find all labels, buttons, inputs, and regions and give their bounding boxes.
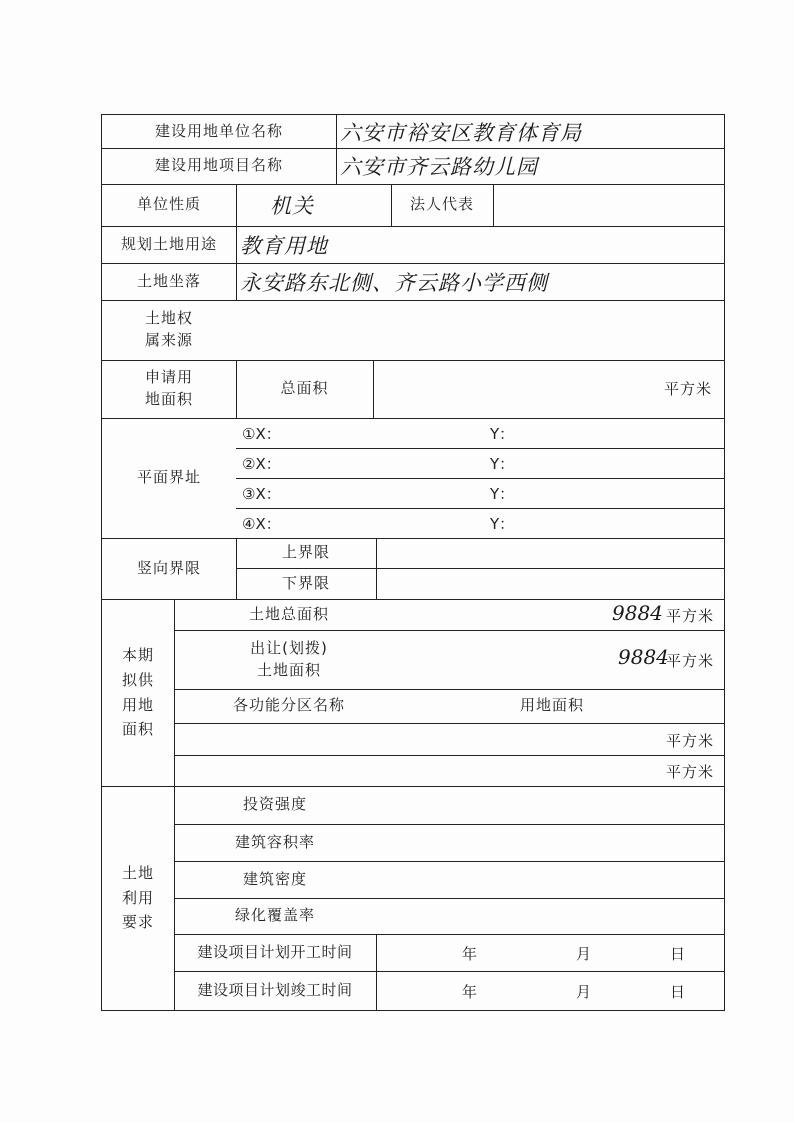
ownership-label-line2: 属来源	[144, 331, 193, 349]
req-label-2: 利用	[121, 888, 154, 907]
unit-nature-value: 机关	[270, 194, 314, 218]
land-total-area-label: 土地总面积	[248, 604, 329, 623]
zone-area-header: 用地面积	[519, 696, 584, 715]
start-month: 月	[576, 945, 593, 963]
end-year: 年	[462, 983, 479, 1001]
legal-rep-value	[498, 184, 718, 226]
legal-rep-label: 法人代表	[409, 195, 474, 214]
zone-1-unit: 平方米	[666, 732, 715, 750]
apply-area-label-line1: 申请用	[144, 368, 193, 387]
boundary-x1: ①X：	[242, 424, 281, 443]
vertical-limit-label: 竖向界限	[136, 558, 201, 577]
end-day: 日	[670, 983, 687, 1001]
zone-name-header: 各功能分区名称	[232, 696, 345, 715]
apply-area-label-line2: 地面积	[144, 390, 193, 408]
location-label: 土地坐落	[136, 271, 201, 290]
boundary-y1: Y：	[490, 424, 515, 443]
green-coverage-label: 绿化覆盖率	[234, 906, 315, 925]
floor-area-ratio-label: 建筑容积率	[234, 832, 315, 851]
supply-area-label	[102, 599, 174, 786]
transfer-area-label	[174, 630, 404, 689]
unit-name-label: 建设用地单位名称	[154, 121, 283, 140]
boundary-y2: Y：	[490, 454, 515, 473]
land-use-label: 规划土地用途	[120, 234, 217, 253]
supply-label-4: 面积	[121, 720, 154, 739]
zone-2-unit: 平方米	[666, 763, 715, 781]
apply-area-label	[102, 360, 236, 418]
start-day: 日	[670, 945, 687, 963]
supply-label-3: 用地	[121, 695, 154, 714]
location-value: 永安路东北侧、齐云路小学西侧	[240, 270, 548, 295]
land-total-area-unit: 平方米	[666, 607, 715, 625]
total-area-label: 总面积	[280, 379, 329, 398]
planned-start-label: 建设项目计划开工时间	[197, 942, 353, 961]
boundary-y4: Y：	[490, 514, 515, 533]
land-total-area-value: 9884	[612, 601, 663, 625]
building-density-label: 建筑密度	[242, 869, 307, 888]
boundary-y3: Y：	[490, 484, 515, 503]
lower-limit-label: 下界限	[281, 573, 330, 592]
end-month: 月	[576, 983, 593, 1001]
boundary-x4: ④X：	[242, 514, 281, 533]
investment-intensity-label: 投资强度	[242, 795, 307, 814]
unit-nature-label: 单位性质	[136, 195, 201, 214]
upper-limit-label: 上界限	[281, 543, 330, 562]
apply-area-unit: 平方米	[664, 380, 713, 398]
transfer-area-unit: 平方米	[666, 652, 715, 670]
req-label-3: 要求	[121, 913, 154, 932]
ownership-label-line1: 土地权	[144, 309, 193, 328]
req-label-1: 土地	[121, 863, 154, 882]
supply-label-2: 拟供	[121, 670, 154, 689]
planned-completion-label: 建设项目计划竣工时间	[197, 980, 353, 999]
project-name-label: 建设用地项目名称	[154, 156, 283, 175]
boundary-label: 平面界址	[136, 468, 201, 487]
land-use-value: 教育用地	[240, 233, 328, 258]
project-name-value: 六安市齐云路幼儿园	[340, 155, 538, 179]
transfer-label-2: 土地面积	[256, 660, 321, 679]
land-use-form-table	[101, 114, 725, 1011]
unit-name-value: 六安市裕安区教育体育局	[340, 120, 582, 145]
transfer-area-value: 9884	[618, 645, 669, 669]
start-year: 年	[462, 945, 479, 963]
boundary-x3: ③X：	[242, 484, 281, 503]
supply-label-1: 本期	[121, 646, 154, 664]
ownership-label	[102, 300, 236, 360]
requirements-label	[102, 786, 174, 1010]
boundary-x2: ②X：	[242, 454, 281, 473]
transfer-label-1: 出让(划拨)	[250, 638, 328, 657]
